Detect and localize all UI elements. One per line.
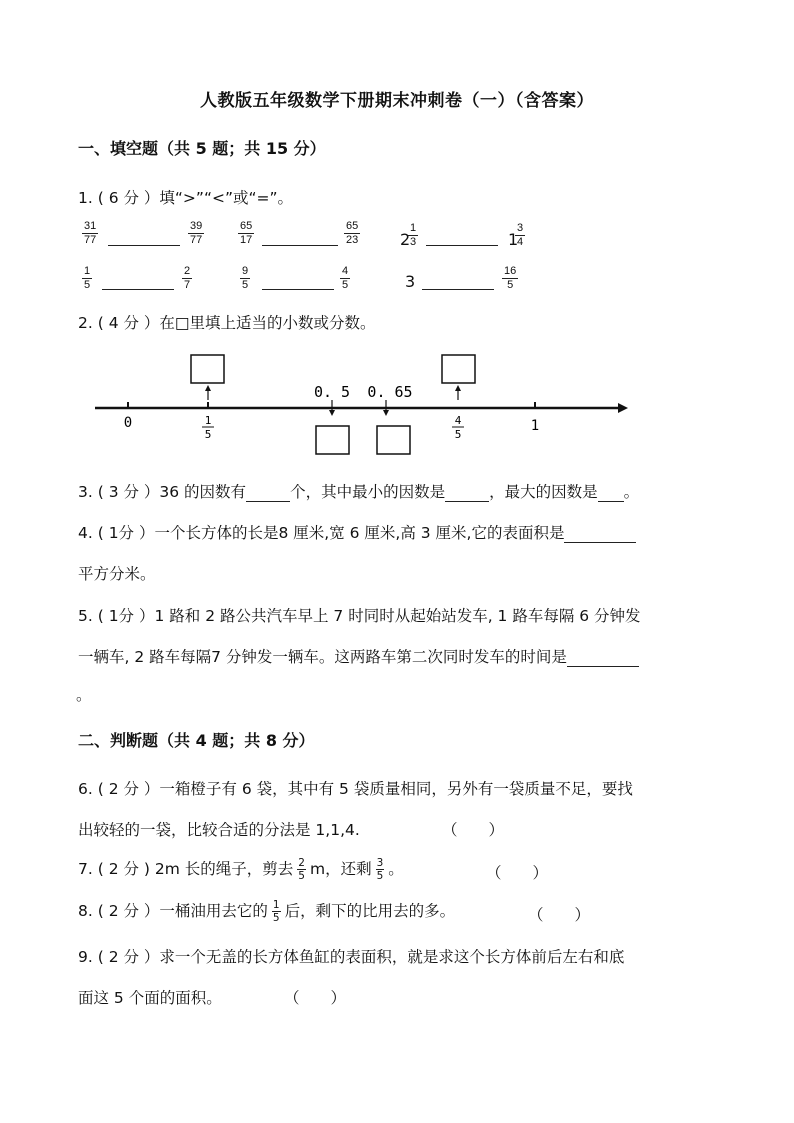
question-5-text: 一辆车, 2 路车每隔7 分钟发一辆车。这两路车第二次同时发车的时间是: [78, 648, 567, 666]
frac-4-5-denominator: 5: [454, 428, 462, 441]
frac-1-5-denominator: 5: [204, 428, 212, 441]
question-4-line-2: 平方分米。: [78, 565, 156, 583]
answer-paren-q9[interactable]: （ ）: [284, 989, 347, 1007]
question-9-line-2: 面这 5 个面的面积。: [78, 989, 222, 1007]
question-8-part-b: 后，剩下的比用去的多。: [284, 902, 456, 920]
frac-4-5-numerator: 4: [454, 414, 462, 427]
question-7: [78, 857, 404, 882]
mixed-number-frac-3-4: $\frac{3}{4}$: [517, 222, 524, 248]
integer-3: 3: [405, 272, 416, 291]
section-heading-fill-in: 一、填空题（共 5 题；共 15 分）: [78, 139, 326, 158]
question-7-part-c: 。: [388, 860, 404, 878]
label-one: 1: [530, 418, 540, 434]
question-3-part-c: ，最大的因数是: [489, 483, 598, 501]
label-zero: 0: [123, 415, 133, 431]
answer-box-4-5[interactable]: [442, 355, 475, 383]
answer-blank-max-factor[interactable]: [598, 483, 624, 502]
question-5-line-3: 。: [76, 686, 92, 704]
fraction-39-77: $\frac{39}{77}$: [190, 220, 203, 246]
question-4-line-1: [78, 521, 636, 543]
question-6-line-1: 6. ( 2 分 ）一箱橙子有 6 袋，其中有 5 袋质量相同，另外有一袋质量不足，要找: [78, 780, 633, 798]
compare-blank-2[interactable]: [262, 245, 338, 246]
fraction-2-7: $\frac{2}{7}$: [184, 265, 191, 291]
fraction-1-5: $\frac{1}{5}$: [84, 265, 91, 291]
mixed-number-int-1: 1: [508, 230, 519, 249]
fraction-2-5: $\frac{2}{5}$: [298, 857, 305, 882]
fraction-9-5: $\frac{9}{5}$: [242, 265, 249, 291]
arrowhead-down-0-65: [383, 410, 389, 416]
compare-blank-5[interactable]: [262, 289, 334, 290]
question-5-line-2: [78, 645, 639, 667]
question-5-line-1: 5. ( 1分 ）1 路和 2 路公共汽车早上 7 时同时从起始站发车, 1 路车每隔 6 分钟发: [78, 607, 641, 625]
question-2-text: 2. ( 4 分 ）在□里填上适当的小数或分数。: [78, 314, 376, 332]
question-9-line-1: 9. ( 2 分 ）求一个无盖的长方体鱼缸的表面积，就是求这个长方体前后左右和底: [78, 948, 625, 966]
answer-paren-q8[interactable]: （ ）: [528, 906, 591, 924]
answer-box-1-5[interactable]: [191, 355, 224, 383]
compare-blank-6[interactable]: [422, 289, 494, 290]
label-0-5: 0. 5: [313, 383, 351, 401]
arrowhead-up-1-5: [205, 385, 211, 391]
section-heading-true-false: 二、判断题（共 4 题；共 8 分）: [78, 731, 315, 750]
mixed-number-frac-1-3: $\frac{1}{3}$: [410, 222, 417, 248]
answer-paren-q6[interactable]: （ ）: [442, 821, 505, 839]
answer-blank-min-factor[interactable]: [445, 483, 489, 502]
compare-blank-4[interactable]: [102, 289, 174, 290]
question-8-part-a: 8. ( 2 分 ）一桶油用去它的: [78, 902, 268, 920]
question-4-text: 4. ( 1分 ）一个长方体的长是8 厘米,宽 6 厘米,高 3 厘米,它的表面积是: [78, 524, 565, 542]
question-3-part-b: 个，其中最小的因数是: [290, 483, 446, 501]
number-line-arrowhead: [618, 403, 628, 413]
answer-paren-q7[interactable]: （ ）: [486, 864, 549, 882]
fraction-31-77: $\frac{31}{77}$: [84, 220, 97, 246]
arrowhead-down-0-5: [329, 410, 335, 416]
answer-box-0-5[interactable]: [316, 426, 349, 454]
mixed-number-int-2: 2: [400, 230, 411, 249]
answer-blank-factor-count[interactable]: [246, 483, 290, 502]
question-7-part-b: m，还剩: [309, 860, 372, 878]
question-3-part-a: 3. ( 3 分 ）36 的因数有: [78, 483, 247, 501]
number-line-diagram: [80, 350, 640, 460]
fraction-1-5-q8: $\frac{1}{5}$: [272, 899, 280, 924]
question-1-text: 1. ( 6 分 ）填“>”“<”或“=”。: [78, 189, 294, 207]
fraction-65-23: $\frac{65}{23}$: [346, 220, 359, 246]
frac-1-5-numerator: 1: [204, 414, 212, 427]
question-3-part-d: 。: [623, 483, 640, 501]
question-8: [78, 899, 455, 924]
answer-box-0-65[interactable]: [377, 426, 410, 454]
fraction-4-5: $\frac{4}{5}$: [342, 265, 349, 291]
page-title: 人教版五年级数学下册期末冲刺卷（一）（含答案）: [200, 91, 594, 111]
fraction-3-5: $\frac{3}{5}$: [376, 857, 384, 882]
fraction-65-17: $\frac{65}{17}$: [240, 220, 253, 246]
question-7-part-a: 7. ( 2 分 ) 2m 长的绳子，剪去: [78, 860, 294, 878]
fraction-16-5: $\frac{16}{5}$: [504, 265, 517, 291]
compare-blank-1[interactable]: [108, 245, 180, 246]
question-3: [78, 480, 639, 502]
answer-blank-bus-time[interactable]: [567, 648, 639, 667]
arrowhead-up-4-5: [455, 385, 461, 391]
question-6-line-2: 出较轻的一袋，比较合适的分法是 1,1,4.: [78, 821, 360, 839]
label-0-65: 0. 65: [367, 383, 413, 401]
compare-blank-3[interactable]: [426, 245, 498, 246]
answer-blank-surface-area[interactable]: [564, 524, 636, 543]
